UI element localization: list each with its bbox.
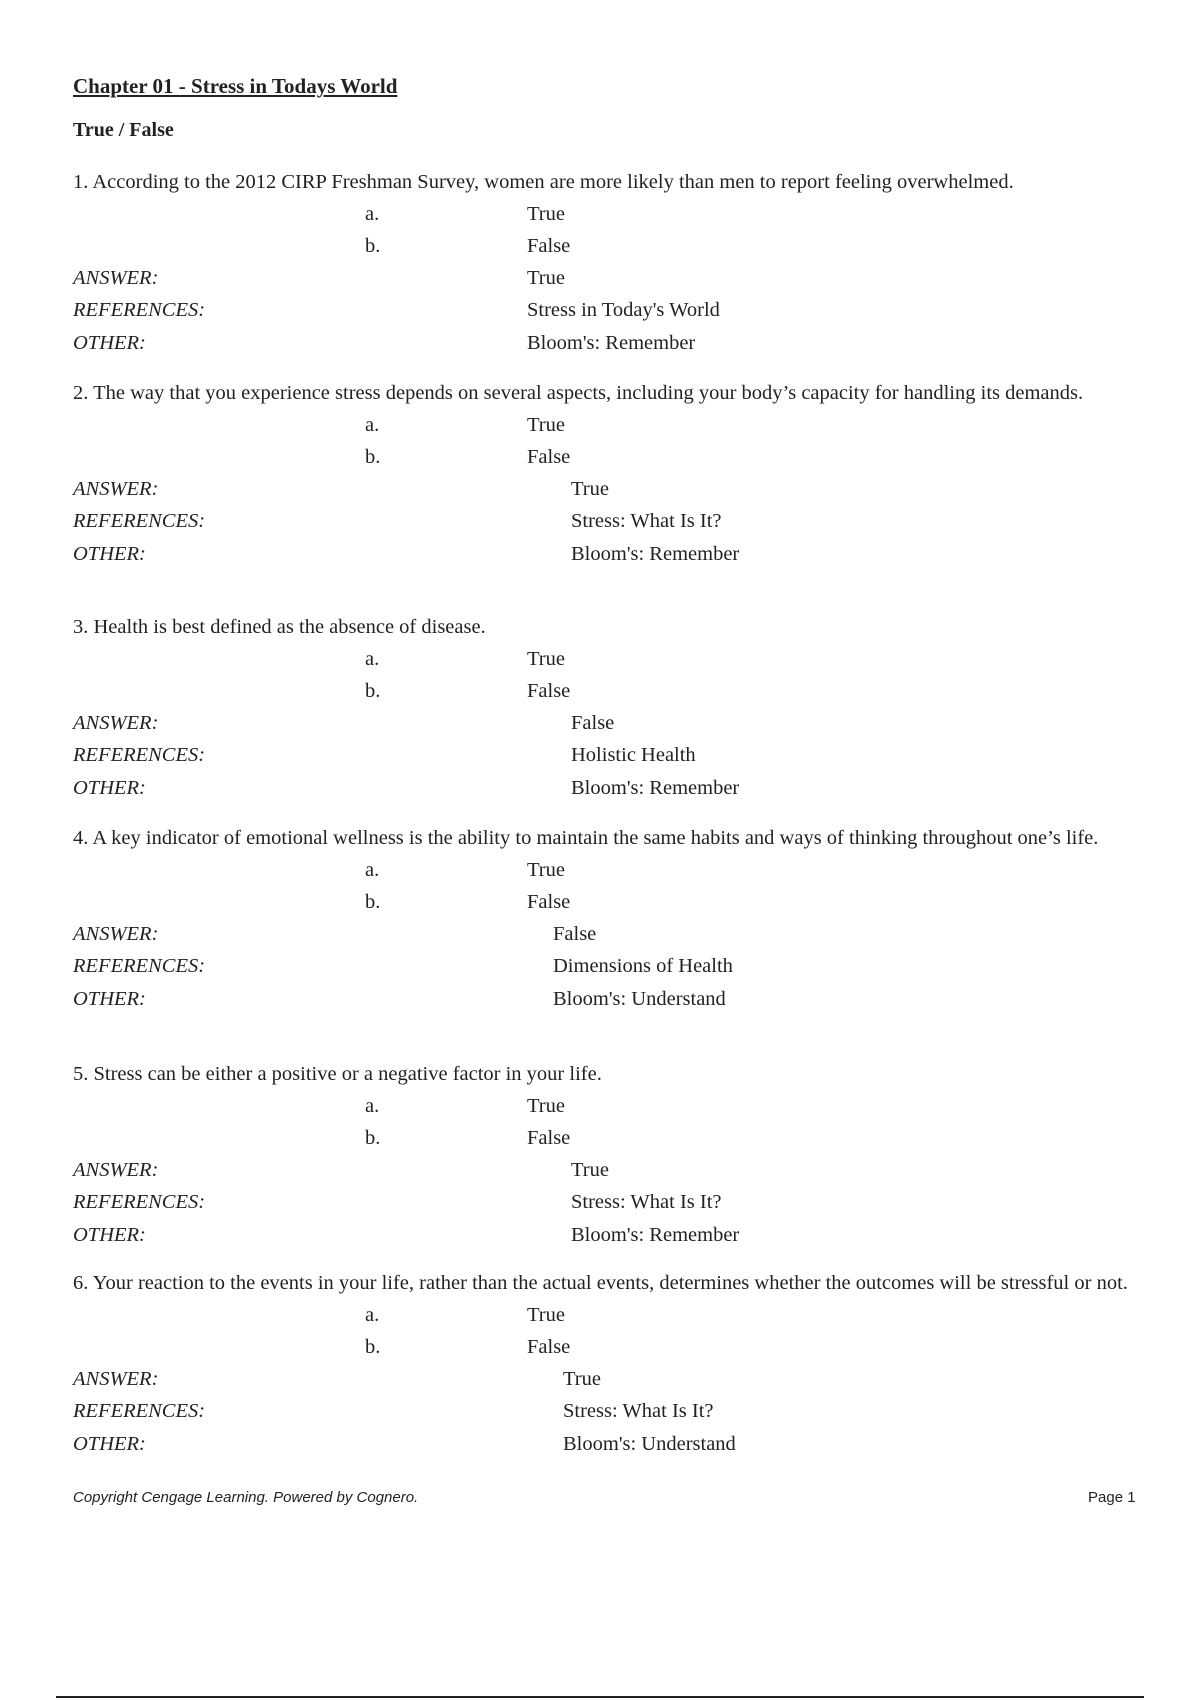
answer-value: True <box>571 1158 609 1181</box>
references-value: Stress: What Is It? <box>571 1191 722 1214</box>
option-text: False <box>527 445 571 468</box>
option-b <box>73 1332 1163 1364</box>
answer-label: ANSWER: <box>73 477 159 500</box>
other-label: OTHER: <box>73 1223 146 1246</box>
option-text: True <box>527 1304 565 1327</box>
option-b <box>73 676 1163 708</box>
option-text: True <box>527 648 565 671</box>
option-b <box>73 1123 1163 1155</box>
answer-label: ANSWER: <box>73 1158 159 1181</box>
option-text: True <box>527 859 565 882</box>
question-5 <box>73 1062 1163 1252</box>
option-letter: a. <box>365 203 380 226</box>
answer-row <box>73 262 1163 295</box>
option-a <box>73 410 1163 442</box>
other-label: OTHER: <box>73 987 146 1010</box>
option-a <box>73 1300 1163 1332</box>
answer-label: ANSWER: <box>73 1367 159 1390</box>
references-row <box>73 1187 1163 1220</box>
option-text: False <box>527 890 571 913</box>
question-1 <box>73 170 1163 360</box>
option-letter: b. <box>365 445 381 468</box>
option-b <box>73 887 1163 919</box>
question-text: 3. Health is best defined as the absence of disease. <box>73 616 486 638</box>
option-text: False <box>527 1126 571 1149</box>
section-heading: True / False <box>73 119 174 141</box>
option-text: True <box>527 203 565 226</box>
question-2 <box>73 381 1163 571</box>
answer-label: ANSWER: <box>73 922 159 945</box>
page-title: Chapter 01 - Stress in Todays World <box>73 74 398 98</box>
question-6 <box>73 1271 1163 1461</box>
answer-row <box>73 473 1163 506</box>
references-row <box>73 506 1163 539</box>
references-label: REFERENCES: <box>73 510 206 533</box>
answer-label: ANSWER: <box>73 266 159 289</box>
copyright-footer: Copyright Cengage Learning. Powered by Cognero. <box>73 1489 419 1506</box>
option-letter: a. <box>365 648 380 671</box>
question-3 <box>73 615 1163 805</box>
option-letter: a. <box>365 1095 380 1118</box>
other-label: OTHER: <box>73 331 146 354</box>
answer-value: True <box>571 477 609 500</box>
references-label: REFERENCES: <box>73 1400 206 1423</box>
other-value: Bloom's: Remember <box>571 776 740 799</box>
option-text: False <box>527 234 571 257</box>
question-text: 2. The way that you experience stress depends on several aspects, including your body’s capacity for handling its demands. <box>73 382 1084 404</box>
answer-row <box>73 1154 1163 1187</box>
references-label: REFERENCES: <box>73 744 206 767</box>
option-text: False <box>527 1335 571 1358</box>
option-letter: b. <box>365 234 381 257</box>
other-value: Bloom's: Remember <box>571 1223 740 1246</box>
option-letter: a. <box>365 859 380 882</box>
answer-row <box>73 1363 1163 1396</box>
other-value: Bloom's: Understand <box>553 987 726 1010</box>
references-row <box>73 740 1163 773</box>
answer-value: True <box>527 266 565 289</box>
references-value: Stress: What Is It? <box>563 1400 714 1423</box>
option-letter: b. <box>365 1335 381 1358</box>
other-row <box>73 1428 1163 1461</box>
answer-row <box>73 918 1163 951</box>
other-label: OTHER: <box>73 542 146 565</box>
option-letter: a. <box>365 414 380 437</box>
references-row <box>73 295 1163 328</box>
answer-label: ANSWER: <box>73 711 159 734</box>
question-text: 1. According to the 2012 CIRP Freshman Survey, women are more likely than men to report feeling overwhelmed. <box>73 171 1014 193</box>
other-value: Bloom's: Remember <box>527 331 696 354</box>
option-letter: b. <box>365 1126 381 1149</box>
option-letter: b. <box>365 679 381 702</box>
answer-row <box>73 707 1163 740</box>
references-value: Holistic Health <box>571 744 696 767</box>
option-a <box>73 855 1163 887</box>
other-row <box>73 327 1163 360</box>
references-value: Dimensions of Health <box>553 955 733 978</box>
page-number: Page 1 <box>1088 1489 1136 1506</box>
option-text: False <box>527 679 571 702</box>
answer-value: True <box>563 1367 601 1390</box>
references-label: REFERENCES: <box>73 299 206 322</box>
answer-value: False <box>553 922 597 945</box>
other-label: OTHER: <box>73 1432 146 1455</box>
option-letter: b. <box>365 890 381 913</box>
option-a <box>73 199 1163 231</box>
option-text: True <box>527 1095 565 1118</box>
other-label: OTHER: <box>73 776 146 799</box>
answer-value: False <box>571 711 615 734</box>
other-value: Bloom's: Understand <box>563 1432 736 1455</box>
option-b <box>73 442 1163 474</box>
references-value: Stress: What Is It? <box>571 510 722 533</box>
references-label: REFERENCES: <box>73 1191 206 1214</box>
question-text: 4. A key indicator of emotional wellness is the ability to maintain the same habits and ways of thinking throughout one’s life. <box>73 827 1099 849</box>
references-row <box>73 1396 1163 1429</box>
question-text: 5. Stress can be either a positive or a negative factor in your life. <box>73 1063 602 1085</box>
other-row <box>73 772 1163 805</box>
option-a <box>73 1091 1163 1123</box>
option-letter: a. <box>365 1304 380 1327</box>
question-4 <box>73 826 1163 1016</box>
references-label: REFERENCES: <box>73 955 206 978</box>
other-value: Bloom's: Remember <box>571 542 740 565</box>
other-row <box>73 1219 1163 1252</box>
other-row <box>73 983 1163 1016</box>
references-row <box>73 951 1163 984</box>
question-text: 6. Your reaction to the events in your life, rather than the actual events, determines whether the outcomes will be stressful or not. <box>73 1272 1128 1294</box>
option-text: True <box>527 414 565 437</box>
references-value: Stress in Today's World <box>527 299 720 322</box>
option-a <box>73 644 1163 676</box>
other-row <box>73 538 1163 571</box>
bottom-divider <box>56 1696 1144 1698</box>
option-b <box>73 231 1163 263</box>
